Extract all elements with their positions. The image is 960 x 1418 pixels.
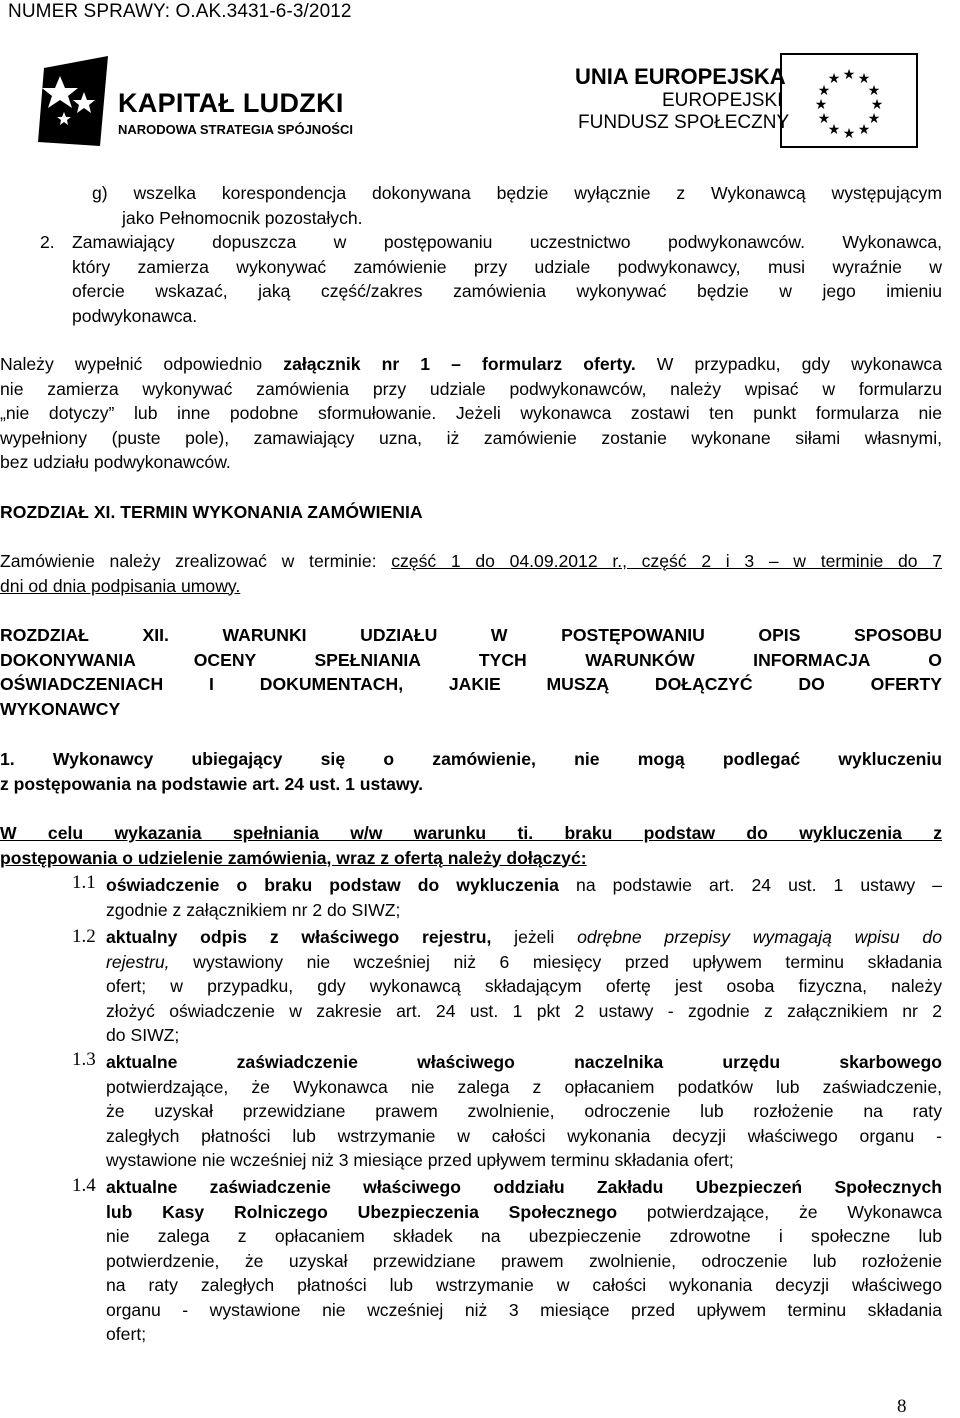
item-1-1-number: 1.1 xyxy=(72,872,96,893)
svg-text:★: ★ xyxy=(870,97,884,113)
svg-text:★: ★ xyxy=(857,122,871,138)
svg-text:★: ★ xyxy=(817,111,831,127)
svg-text:★: ★ xyxy=(842,126,856,142)
point-2-number: 2. xyxy=(40,232,55,252)
svg-text:★: ★ xyxy=(827,71,841,87)
eu-flag-icon xyxy=(780,53,918,148)
kapital-ludzki-logo xyxy=(38,50,353,150)
svg-text:★: ★ xyxy=(817,83,831,99)
required-documents-intro: W celu wykazania spełniania w/w warunku ti. braku podstaw do wykluczenia z postępowania o udzielenie zamówienia, wraz z ofertą należy dołączyć: xyxy=(0,823,942,868)
item-1-4-number: 1.4 xyxy=(72,1175,96,1196)
item-1-1: oświadczenie o braku podstaw do wykluczenia na podstawie art. 24 ust. 1 ustawy – zgodnie z załącznikiem nr 2 do SIWZ; xyxy=(106,875,943,920)
chapter-xi-heading: ROZDZIAŁ XI. TERMIN WYKONANIA ZAMÓWIENIA xyxy=(0,502,423,522)
kapital-ludzki-subtitle: NARODOWA STRATEGIA SPÓJNOŚCI xyxy=(118,122,353,137)
item-g: g) wszelka korespondencja dokonywana będzie wyłącznie z Wykonawcą występującym jako Pełnomocnik pozostałych. xyxy=(92,183,942,228)
svg-text:★: ★ xyxy=(857,71,871,87)
svg-text:★: ★ xyxy=(867,83,881,99)
kapital-ludzki-title: KAPITAŁ LUDZKI xyxy=(118,88,344,118)
item-1-4: aktualne zaświadczenie właściwego oddziału Zakładu Ubezpieczeń Społecznych lub Kasy Rolniczego Ubezpieczenia Społecznego potwierdzające, że Wykonawca nie zalega z opłacaniem składek na ubezpieczenie zdrowotne i społeczne lub potwierdzenie, że uzyskał przewidziane prawem zwolnienie, odroczenie lub rozłożenie na raty zaległych płatności lub wstrzymanie w całości wykonania decyzji właściwego organu - wystawione nie wcześniej niż 3 miesiące przed upływem terminu składania ofert; xyxy=(106,1177,942,1344)
point-2: Zamawiający dopuszcza w postępowaniu uczestnictwo podwykonawców. Wykonawca, który zamierza wykonywać zamówienie przy udziale podwykonawcy, musi wyraźnie w ofercie wskazać, jaką część/zakres zamówienia wykonywać będzie w jego imieniu podwykonawca. xyxy=(72,232,942,326)
deadline-paragraph: Zamówienie należy zrealizować w terminie: część 1 do 04.09.2012 r., część 2 i 3 – w terminie do 7 dni od dnia podpisania umowy. xyxy=(0,551,942,596)
svg-text:★: ★ xyxy=(827,122,841,138)
item-1-3-number: 1.3 xyxy=(72,1049,96,1070)
eu-title: UNIA EUROPEJSKA xyxy=(575,64,786,89)
page-number: 8 xyxy=(897,1396,907,1417)
eu-logo xyxy=(575,50,920,150)
kapital-ludzki-emblem-icon xyxy=(38,50,116,150)
svg-text:★: ★ xyxy=(867,111,881,127)
svg-text:★: ★ xyxy=(842,67,856,83)
item-1-2-number: 1.2 xyxy=(72,926,96,947)
item-1-3: aktualne zaświadczenie właściwego naczelnika urzędu skarbowego potwierdzające, że Wykonawca nie zalega z opłacaniem podatków lub zaświadczenie, że uzyskał przewidziane prawem zwolnienie, odroczenie lub rozłożenie na raty zaległych płatności lub wstrzymanie w całości wykonania decyzji właściwego organu - wystawione nie wcześniej niż 3 miesiące przed upływem terminu składania ofert; xyxy=(106,1052,942,1170)
case-number: NUMER SPRAWY: O.AK.3431-6-3/2012 xyxy=(8,1,352,22)
eu-line2: EUROPEJSKI xyxy=(662,90,783,111)
eu-line3: FUNDUSZ SPOŁECZNY xyxy=(578,112,790,133)
exclusion-condition: 1. Wykonawcy ubiegający się o zamówienie, nie mogą podlegać wykluczeniu z postępowania na podstawie art. 24 ust. 1 ustawy. xyxy=(0,749,942,794)
item-1-2: aktualny odpis z właściwego rejestru, jeżeli odrębne przepisy wymagają wpisu do rejestru, wystawiony nie wcześniej niż 6 miesięcy przed upływem terminu składania ofert; w przypadku, gdy wykonawcą składającym ofertę jest osoba fizyczna, należy złożyć oświadczenie w zakresie art. 24 ust. 1 pkt 2 ustawy - zgodnie z załącznikiem nr 2 do SIWZ; xyxy=(106,927,943,1045)
subcontractor-note: Należy wypełnić odpowiednio załącznik nr 1 – formularz oferty. W przypadku, gdy wykonawca nie zamierza wykonywać zamówienia przy udziale podwykonawców, należy wpisać w formularzu „nie dotyczy” lub inne podobne sformułowanie. Jeżeli wykonawca zostawi ten punkt formularza nie wypełniony (puste pole), zamawiający uzna, iż zamówienie zostanie wykonane siłami własnymi, bez udziału podwykonawców. xyxy=(0,354,943,472)
chapter-xii-heading: ROZDZIAŁ XII. WARUNKI UDZIAŁU W POSTĘPOWANIU OPIS SPOSOBU DOKONYWANIA OCENY SPEŁNIANIA TYCH WARUNKÓW INFORMACJA O OŚWIADCZENIACH I DOKUMENTACH, JAKIE MUSZĄ DOŁĄCZYĆ DO OFERTY WYKONAWCY xyxy=(0,625,942,719)
svg-text:★: ★ xyxy=(814,97,828,113)
